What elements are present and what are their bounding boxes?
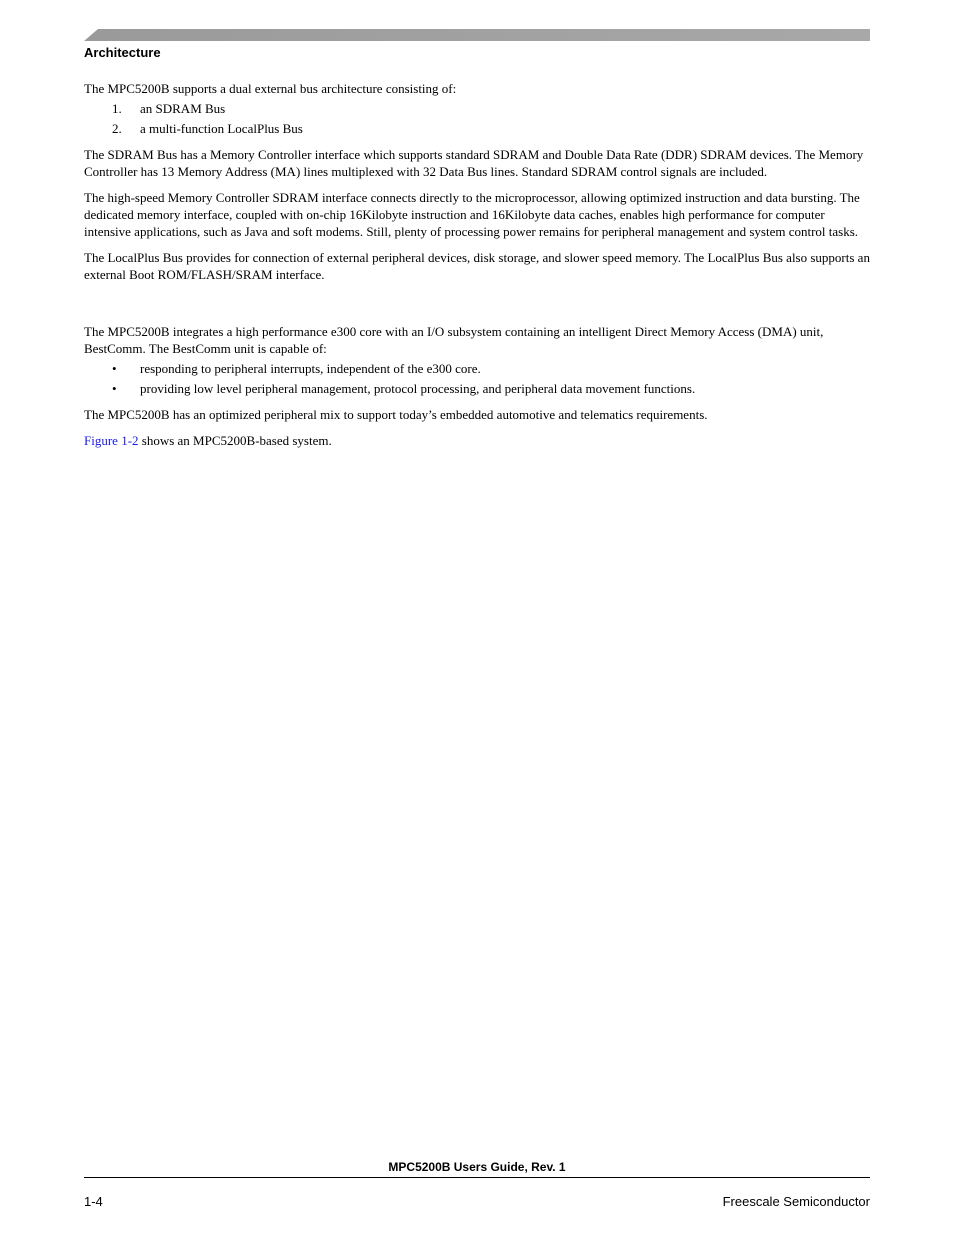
figure-sentence-rest: shows an MPC5200B-based system. [138,433,332,448]
list-number: 2. [112,121,122,136]
peripheral-mix-paragraph: The MPC5200B has an optimized peripheral mix to support today’s embedded automotive and telematics requirements. [84,407,708,422]
footer-page-number: 1-4 [84,1194,103,1209]
document-body [84,80,874,449]
list-item-text: providing low level peripheral management, protocol processing, and peripheral data movement functions. [140,381,696,396]
e300-paragraph: The MPC5200B integrates a high performance e300 core with an I/O subsystem containing an intelligent Direct Memory Access (DMA) unit, BestComm. The BestComm unit is capable of: [84,324,824,356]
figure-link[interactable]: Figure 1-2 [84,433,139,448]
bullet-icon: • [112,381,117,396]
list-item-text: a multi-function LocalPlus Bus [140,121,303,136]
section-spacer [84,283,874,314]
localplus-paragraph: The LocalPlus Bus provides for connection of external peripheral devices, disk storage, and slower speed memory. The LocalPlus Bus also supports an external Boot ROM/FLASH/SRAM interface. [84,250,870,282]
list-item [84,100,874,117]
sdram-paragraph: The SDRAM Bus has a Memory Controller interface which supports standard SDRAM and Double Data Rate (DDR) SDRAM devices. The Memory Controller has 13 Memory Address (MA) lines multiplexed with 32 Data Bus lines. Standard SDRAM control signals are included. [84,147,864,179]
figure-reference-paragraph [84,432,874,449]
list-item [84,380,874,397]
list-item-text: responding to peripheral interrupts, independent of the e300 core. [140,361,481,376]
footer-company: Freescale Semiconductor [722,1194,870,1209]
intro-paragraph: The MPC5200B supports a dual external bus architecture consisting of: [84,81,457,96]
list-item-text: an SDRAM Bus [140,101,226,116]
highspeed-paragraph: The high-speed Memory Controller SDRAM interface connects directly to the microprocessor, allowing optimized instruction and data bursting. The dedicated memory interface, coupled with on-chip 16Kilobyte instruction and 16Kilobyte data caches, enables high performance for computer intensive applications, such as Java and soft modems. Still, plenty of processing power remains for peripheral management and system control tasks. [84,190,860,239]
bullet-icon: • [112,361,117,376]
list-item [84,120,874,137]
footer-doc-title: MPC5200B Users Guide, Rev. 1 [388,1160,566,1174]
list-number: 1. [112,101,122,116]
section-title: Architecture [84,45,161,60]
header-bar [84,29,870,41]
footer-divider [84,1177,870,1178]
list-item [84,360,874,377]
